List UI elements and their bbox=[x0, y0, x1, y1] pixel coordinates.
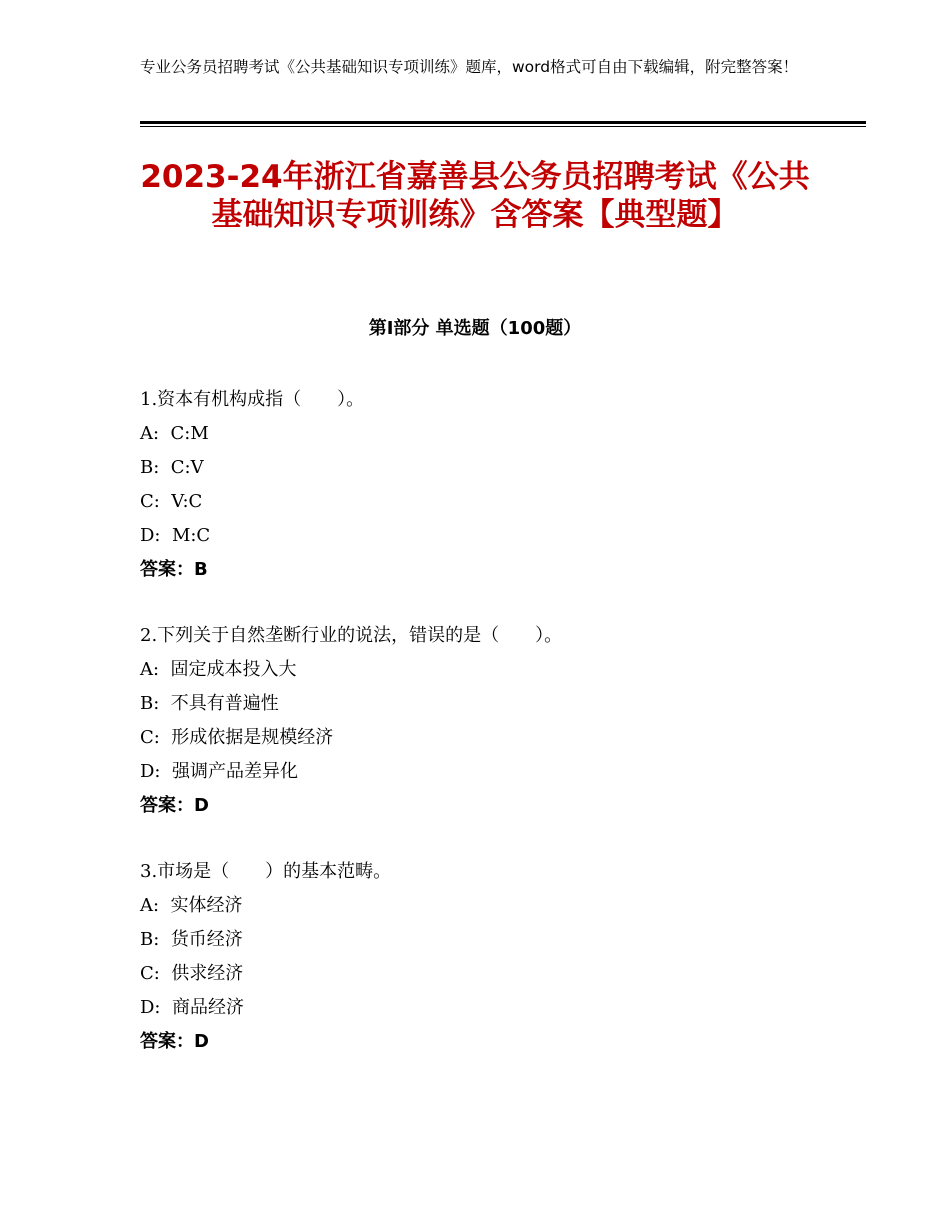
option-c: C: V:C bbox=[140, 491, 203, 512]
document-title: 2023-24年浙江省嘉善县公务员招聘考试《公共基础知识专项训练》含答案【典型题】 bbox=[140, 159, 810, 233]
option-c: C: 形成依据是规模经济 bbox=[140, 727, 334, 748]
question-list bbox=[140, 383, 840, 1091]
answer-line: 答案：B bbox=[140, 559, 208, 580]
answer-line: 答案：D bbox=[140, 795, 209, 816]
option-d: D: M:C bbox=[140, 525, 211, 546]
option-a: A: 固定成本投入大 bbox=[140, 659, 297, 680]
question-stem: 2.下列关于自然垄断行业的说法，错误的是（ ）。 bbox=[140, 625, 563, 646]
header-divider-thick bbox=[140, 121, 866, 124]
option-a: A: C:M bbox=[140, 423, 209, 444]
question-2 bbox=[140, 619, 840, 823]
question-3 bbox=[140, 855, 840, 1059]
answer-line: 答案：D bbox=[140, 1031, 209, 1052]
header-divider-thin bbox=[140, 126, 866, 127]
header-note: 专业公务员招聘考试《公共基础知识专项训练》题库，word格式可自由下载编辑，附完整答案！ bbox=[140, 58, 799, 76]
option-b: B: 不具有普遍性 bbox=[140, 693, 279, 714]
option-d: D: 强调产品差异化 bbox=[140, 761, 298, 782]
section-title: 第Ⅰ部分 单选题（100题） bbox=[368, 318, 582, 339]
question-stem: 3.市场是（ ）的基本范畴。 bbox=[140, 861, 392, 882]
question-stem: 1.资本有机构成指（ ）。 bbox=[140, 389, 365, 410]
question-1 bbox=[140, 383, 840, 587]
option-b: B: C:V bbox=[140, 457, 204, 478]
option-c: C: 供求经济 bbox=[140, 963, 244, 984]
option-a: A: 实体经济 bbox=[140, 895, 243, 916]
option-b: B: 货币经济 bbox=[140, 929, 243, 950]
option-d: D: 商品经济 bbox=[140, 997, 244, 1018]
